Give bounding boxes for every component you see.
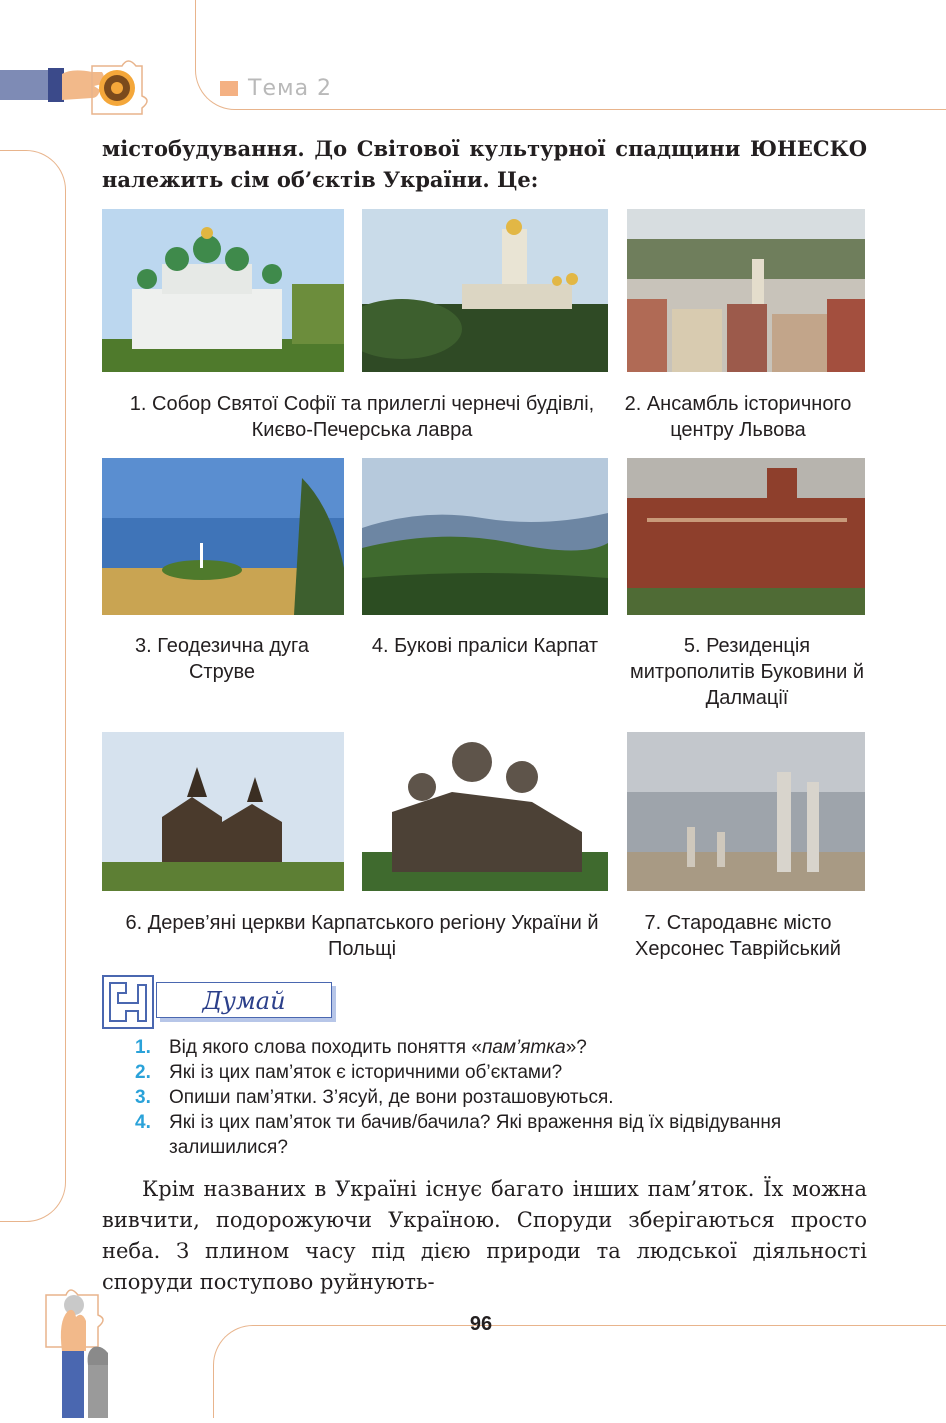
hand-puzzle-icon	[0, 60, 160, 120]
question-text: Від якого слова походить поняття «пам’ятка»?	[169, 1037, 587, 1058]
think-questions	[135, 1035, 870, 1160]
caption-6: 6. Дерев’яні церкви Карпатського регіону України й Польщі	[125, 912, 599, 960]
topic-marker-icon	[220, 81, 238, 96]
caption-1: 1. Собор Святої Софії та прилеглі чернечі будівлі, Києво-Печерська лавра	[129, 393, 595, 441]
caption-7: 7. Стародавнє місто Херсонес Таврійський	[635, 912, 841, 960]
question-item	[135, 1035, 870, 1060]
question-number: 4.	[135, 1112, 151, 1133]
caption-2: 2. Ансамбль історичного центру Львова	[624, 393, 852, 441]
photo-wooden-church-1	[102, 732, 344, 891]
topic-text: Тема 2	[248, 76, 333, 101]
page-frame-bottom	[213, 1325, 946, 1418]
maze-icon	[102, 975, 154, 1029]
question-item	[135, 1085, 870, 1110]
photo-saint-sophia-cathedral	[102, 209, 344, 372]
question-number: 3.	[135, 1087, 151, 1108]
photo-chersonesus	[627, 732, 865, 891]
question-text: Які із цих пам’яток ти бачив/бачила? Які враження від їх відвідування залишилися?	[169, 1112, 782, 1158]
photo-lviv-historic-center	[627, 209, 865, 372]
question-item	[135, 1060, 870, 1085]
photo-wooden-church-2	[362, 732, 608, 891]
photo-struve-geodetic-arc	[102, 458, 344, 615]
intro-paragraph: містобудування. До Світової культурної спадщини ЮНЕСКО належить сім об’єктів України. Це:	[102, 136, 867, 192]
think-heading: Думай	[156, 982, 332, 1018]
photo-carpathian-beech-forests	[362, 458, 608, 615]
caption-4: 4. Букові праліси Карпат	[371, 635, 599, 657]
question-number: 1.	[135, 1037, 151, 1058]
page-number: 96	[469, 1313, 493, 1335]
caption-3: 3. Геодезична дуга Струве	[134, 635, 310, 683]
photo-kyiv-pechersk-lavra	[362, 209, 608, 372]
question-text: Опиши пам’ятки. З’ясуй, де вони розташовуються.	[169, 1087, 614, 1108]
body-paragraph: Крім названих в Україні існує багато інших пам’яток. Їх можна вивчити, подорожуючи Україною. Споруди зберігаються просто неба. З плином часу під дією природи та людської діяльності споруди поступово руйнують-	[102, 1177, 867, 1294]
photo-metropolitans-residence	[627, 458, 865, 615]
footer-line	[520, 1325, 946, 1326]
topic-label	[220, 76, 332, 101]
question-number: 2.	[135, 1062, 151, 1083]
hands-puzzle-icon	[36, 1285, 126, 1418]
question-text: Які із цих пам’яток є історичними об’єктами?	[169, 1062, 563, 1083]
question-item	[135, 1110, 870, 1160]
page-frame-left	[0, 150, 66, 1222]
footer-line	[290, 1325, 440, 1326]
caption-5: 5. Резиденція митрополитів Буковини й Далмації	[630, 635, 864, 709]
